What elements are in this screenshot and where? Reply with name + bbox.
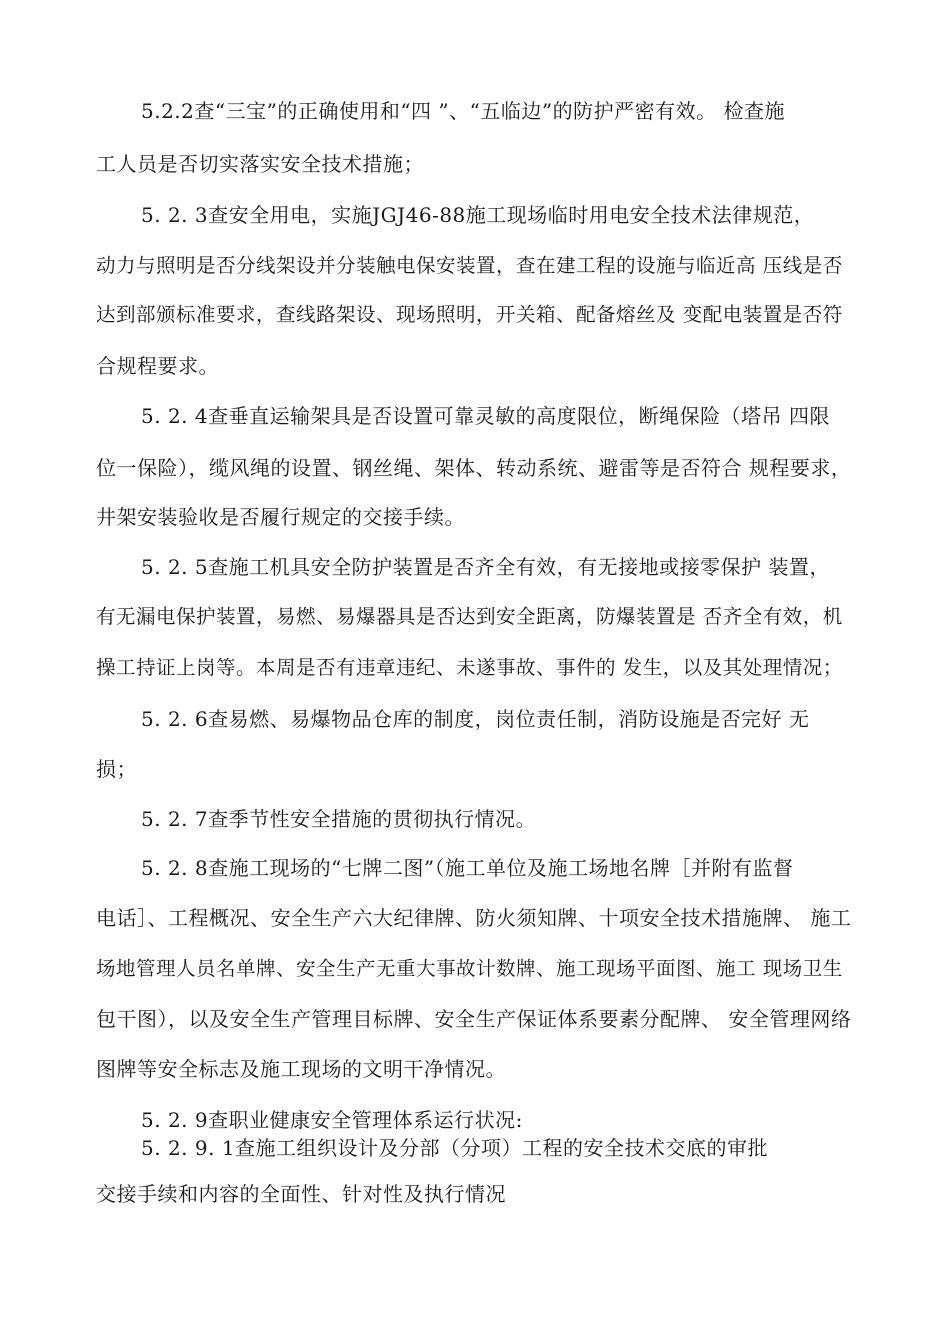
paragraph-5-2-3-line-1: 5. 2. 3查安全用电，实施JGJ46-88施工现场临时用电安全技术法律规范， [141,203,815,227]
paragraph-5-2-5-line-3: 操工持证上岗等。本周是否有违章违纪、未遂事故、事件的 发生，以及其处理情况； [96,656,843,679]
paragraph-5-2-9-1-line-2: 交接手续和内容的全面性、针对性及执行情况 [96,1182,506,1206]
paragraph-5-2-3-line-3: 达到部颁标准要求，查线路架设、现场照明，开关箱、配备熔丝及 变配电装置是否符 [96,303,843,326]
paragraph-5-2-7: 5. 2. 7查季节性安全措施的贯彻执行情况。 [141,807,537,831]
paragraph-5-2-9-1-line-1: 5. 2. 9. 1查施工组织设计及分部（分项）工程的安全技术交底的审批 [141,1136,769,1160]
paragraph-5-2-8-line-1: 5. 2. 8查施工现场的“七牌二图”（施工单位及施工场地名牌［并附有监督 [141,856,794,880]
paragraph-5-2-5-line-1: 5. 2. 5查施工机具安全防护装置是否齐全有效，有无接地或接零保护 装置， [141,555,830,579]
paragraph-5-2-6-line-2: 损； [96,757,137,781]
paragraph-5-2-4-line-2: 位一保险），缆风绳的设置、钢丝绳、架体、转动系统、避雷等是否符合 规程要求， [96,456,852,480]
paragraph-5-2-8-line-5: 图牌等安全标志及施工现场的文明干净情况。 [96,1057,506,1081]
paragraph-5-2-2-line-2: 工人员是否切实落实安全技术措施； [96,152,424,176]
paragraph-5-2-9: 5. 2. 9查职业健康安全管理体系运行状况: [141,1108,523,1132]
paragraph-5-2-4-line-3: 井架安装验收是否履行规定的交接手续。 [96,505,465,529]
paragraph-5-2-3-line-4: 合规程要求。 [96,354,219,378]
paragraph-5-2-2-line-1: 5.2.2查“三宝”的正确使用和“四 ”、“五临边”的防护严密有效。 检查施 [141,99,785,123]
paragraph-5-2-8-line-2: 电话］、工程概况、安全生产六大纪律牌、防火须知牌、十项安全技术措施牌、 施工 [96,906,852,930]
paragraph-5-2-3-line-2: 动力与照明是否分线架设并分装触电保安装置，查在建工程的设施与临近高 压线是否 [96,254,843,277]
paragraph-5-2-5-line-2: 有无漏电保护装置，易燃、易爆器具是否达到安全距离，防爆装置是 否齐全有效，机 [96,605,843,628]
paragraph-5-2-6-line-1: 5. 2. 6查易燃、易爆物品仓库的制度，岗位责任制，消防设施是否完好 无 [141,707,810,731]
paragraph-5-2-4-line-1: 5. 2. 4查垂直运输架具是否设置可靠灵敏的高度限位，断绳保险（塔吊 四限 [141,404,830,428]
paragraph-5-2-8-line-4: 包干图），以及安全生产管理目标牌、安全生产保证体系要素分配牌、 安全管理网络 [96,1007,852,1031]
paragraph-5-2-8-line-3: 场地管理人员名单牌、安全生产无重大事故计数牌、施工现场平面图、施工 现场卫生 [96,957,843,980]
